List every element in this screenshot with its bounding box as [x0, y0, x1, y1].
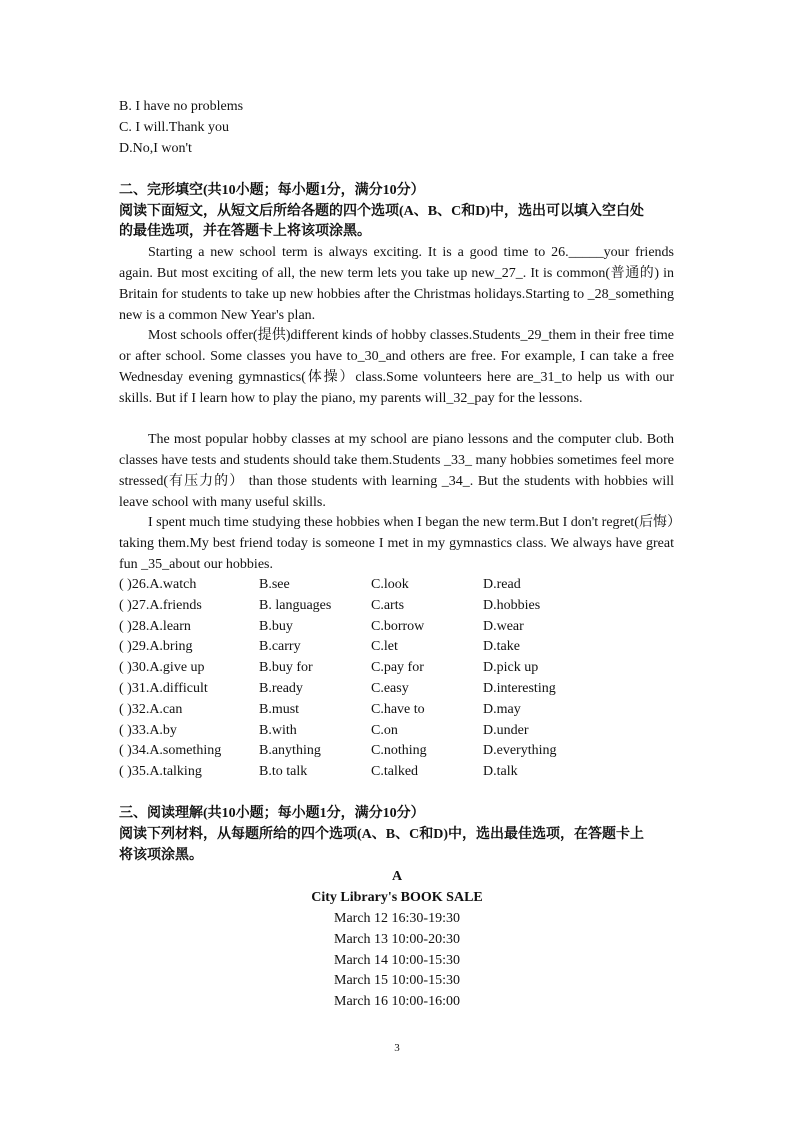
- option-d: D.everything: [483, 743, 557, 759]
- schedule-line: March 13 10:00-20:30: [334, 931, 460, 947]
- page-number: 3: [394, 1042, 400, 1054]
- option-c: C.look: [371, 577, 409, 592]
- option-c: C.talked: [371, 764, 419, 780]
- option-a: ( )31.A.difficult: [119, 680, 208, 696]
- option-a: ( )27.A.friends: [119, 597, 202, 613]
- cloze-options-table: [119, 575, 679, 783]
- option-c: C.easy: [371, 680, 409, 696]
- schedule-line: March 16 10:00-16:00: [334, 994, 460, 1010]
- option-b: B.anything: [259, 743, 321, 759]
- schedule-line: March 12 16:30-19:30: [334, 911, 460, 926]
- option-b: B.must: [259, 701, 300, 717]
- option-d: D.read: [483, 577, 521, 592]
- cloze-paragraph-2: Most schools offer(提供)different kinds of hobby classes.Students_29_them in their free time or after school. Some classes you have to_30_and others are free. For example, I can take a free Wednesday evening gymnastics(体操）class.Some volunteers here are_31_to help us with our skills. But if I learn how to play the piano, my parents will_32_pay for the lessons.: [119, 328, 674, 406]
- option-a: ( )28.A.learn: [119, 618, 191, 634]
- section2-instruction-line1: 阅读下面短文，从短文后所给各题的四个选项(A、B、C和D)中，选出可以填入空白处: [119, 204, 644, 219]
- prev-option-c: C. I will.Thank you: [119, 120, 230, 135]
- option-d: D.may: [483, 701, 521, 717]
- option-b: B.ready: [259, 680, 303, 696]
- option-c: C.let: [371, 639, 398, 655]
- option-b: B.carry: [259, 639, 301, 655]
- schedule-line: March 15 10:00-15:30: [334, 973, 460, 989]
- option-c: C.arts: [371, 597, 405, 613]
- option-row-27: [119, 596, 679, 617]
- option-a: ( )33.A.by: [119, 722, 177, 738]
- option-c: C.have to: [371, 701, 425, 717]
- prev-option-b: B. I have no problems: [119, 99, 244, 114]
- option-a: ( )32.A.can: [119, 701, 183, 717]
- option-row-29: [119, 637, 679, 658]
- option-c: C.borrow: [371, 618, 425, 634]
- section3-instruction-line2: 将该项涂黑。: [119, 848, 203, 863]
- option-a: ( )30.A.give up: [119, 660, 205, 676]
- option-d: D.hobbies: [483, 597, 541, 613]
- option-row-35: [119, 762, 679, 783]
- option-b: B.buy: [259, 618, 293, 634]
- notice-title: City Library's BOOK SALE: [311, 889, 483, 905]
- option-d: D.take: [483, 639, 520, 655]
- option-b: B.buy for: [259, 660, 313, 676]
- option-b: B.to talk: [259, 764, 308, 780]
- option-d: D.talk: [483, 764, 518, 780]
- schedule-line: March 14 10:00-15:30: [334, 952, 460, 968]
- option-c: C.pay for: [371, 660, 424, 676]
- option-a: ( )26.A.watch: [119, 577, 197, 592]
- option-row-33: [119, 721, 679, 742]
- option-c: C.on: [371, 722, 398, 738]
- cloze-paragraph-1: Starting a new school term is always exciting. It is a good time to 26._____your friends again. But most exciting of all, the new term lets you take up new_27_. It is common(普通的) in Britain for students to take up new hobbies after the Christmas holidays.Starting to _28_something new is a common New Year's plan.: [119, 245, 674, 323]
- option-a: ( )34.A.something: [119, 743, 222, 759]
- option-row-34: [119, 741, 679, 762]
- option-row-30: [119, 658, 679, 679]
- option-d: D.interesting: [483, 680, 556, 696]
- option-c: C.nothing: [371, 743, 427, 759]
- option-a: ( )35.A.talking: [119, 764, 202, 780]
- prev-option-d: D.No,I won't: [119, 141, 192, 156]
- option-d: D.under: [483, 722, 529, 738]
- section2-heading: 二、完形填空(共10小题；每小题1分，满分10分）: [119, 183, 425, 198]
- option-row-32: [119, 700, 679, 721]
- option-a: ( )29.A.bring: [119, 639, 193, 655]
- option-row-28: [119, 617, 679, 638]
- cloze-paragraph-3: The most popular hobby classes at my school are piano lessons and the computer club. Both classes have tests and students should take them.Students _33_ many hobbies sometimes feel more stressed(有压力的） than those students with learning _34_. But the students with hobbies will leave school with many useful skills.: [119, 432, 674, 510]
- sale-schedule: [0, 909, 794, 1013]
- option-d: D.wear: [483, 618, 524, 634]
- option-b: B. languages: [259, 597, 332, 613]
- section2-instruction-line2: 的最佳选项，并在答题卡上将该项涂黑。: [119, 224, 371, 239]
- option-row-31: [119, 679, 679, 700]
- option-b: B.see: [259, 577, 290, 592]
- passage-label-text: A: [391, 869, 403, 884]
- section3-instruction-line1: 阅读下列材料，从每题所给的四个选项(A、B、C和D)中，选出最佳选项，在答题卡上: [119, 827, 644, 842]
- passage-label: [0, 867, 794, 909]
- cloze-paragraph-4: I spent much time studying these hobbies when I began the new term.But I don't regret(后悔）taking them.My best friend today is someone I met in my gymnastics class. We always have great fun _35_about our hobbies.: [119, 515, 674, 572]
- section3-heading: 三、阅读理解(共10小题；每小题1分，满分10分）: [119, 806, 425, 821]
- option-d: D.pick up: [483, 660, 539, 676]
- option-b: B.with: [259, 722, 297, 738]
- option-row-26: [119, 575, 679, 596]
